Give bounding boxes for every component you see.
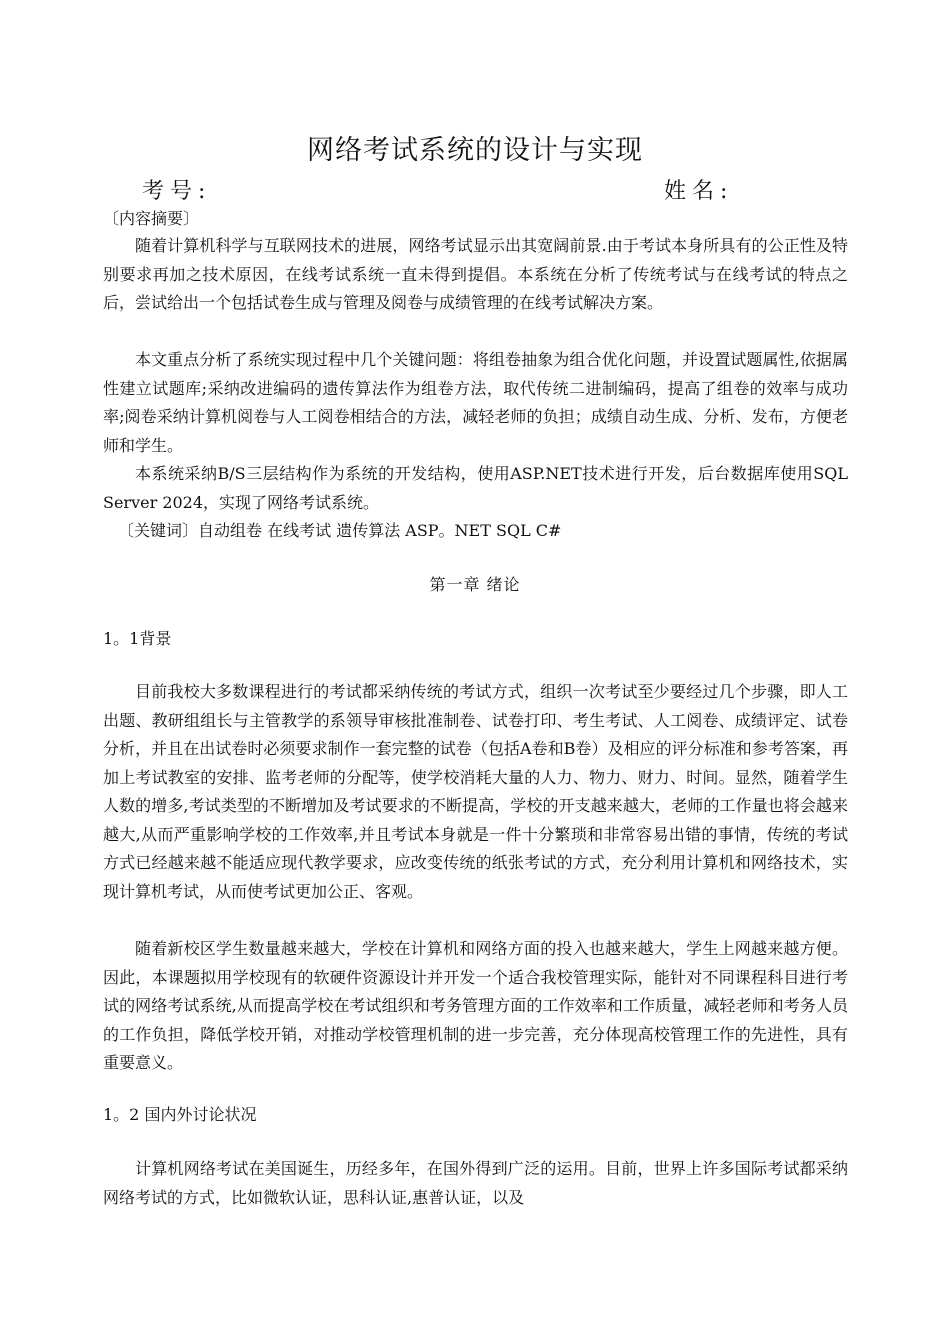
- exam-number-label: 考号:: [142, 179, 212, 204]
- abstract-paragraph-1: 随着计算机科学与互联网技术的进展，网络考试显示出其宽阔前景.由于考试本身所具有的公正性及特别要求再加之技术原因，在线考试系统一直未得到提倡。本系统在分析了传统考试与在线考试的特点之后，尝试给出一个包括试卷生成与管理及阅卷与成绩管理的在线考试解决方案。: [103, 236, 848, 312]
- keywords-label: 〔关键词〕: [118, 521, 199, 540]
- abstract-paragraph-2: 本文重点分析了系统实现过程中几个关键问题：将组卷抽象为组合优化问题，并设置试题属性,依据属性建立试题库;采纳改进编码的遗传算法作为组卷方法，取代传统二进制编码，提高了组卷的效率与成功率;阅卷采纳计算机阅卷与人工阅卷相结合的方法，减轻老师的负担；成绩自动生成、分析、发布，方便老师和学生。: [103, 350, 848, 455]
- body-paragraph-3: 计算机网络考试在美国诞生，历经多年，在国外得到广泛的运用。目前，世界上许多国际考试都采纳网络考试的方式，比如微软认证，思科认证,惠普认证，以及: [103, 1159, 848, 1207]
- chapter-title: 第一章 绪论: [429, 575, 521, 594]
- abstract-heading: 〔内容摘要〕: [103, 209, 200, 228]
- keywords-text: 自动组卷 在线考试 遗传算法 ASP。NET SQL C#: [198, 521, 562, 540]
- body-paragraph-2: 随着新校区学生数量越来越大，学校在计算机和网络方面的投入也越来越大，学生上网越来越方便。因此，本课题拟用学校现有的软硬件资源设计并开发一个适合我校管理实际，能针对不同课程科目进行考试的网络考试系统,从而提高学校在考试组织和考务管理方面的工作效率和工作质量，减轻老师和考务人员的工作负担，降低学校开销，对推动学校管理机制的进一步完善，充分体现高校管理工作的先进性，具有重要意义。: [103, 939, 848, 1072]
- abstract-paragraph-3: 本系统采纳B/S三层结构作为系统的开发结构，使用ASP.NET技术进行开发，后台数据库使用SQL Server 2024，实现了网络考试系统。: [103, 464, 848, 512]
- section-heading-background: 1。1背景: [103, 629, 172, 648]
- body-paragraph-1: 目前我校大多数课程进行的考试都采纳传统的考试方式，组织一次考试至少要经过几个步骤，即人工出题、教研组组长与主管教学的系领导审核批准制卷、试卷打印、考生考试、人工阅卷、成绩评定、试卷分析，并且在出试卷时必须要求制作一套完整的试卷（包括A卷和B卷）及相应的评分标准和参考答案，再加上考试教室的安排、监考老师的分配等，使学校消耗大量的人力、物力、财力、时间。显然，随着学生人数的增多,考试类型的不断增加及考试要求的不断提高，学校的开支越来越大，老师的工作量也将会越来越大,从而严重影响学校的工作效率,并且考试本身就是一件十分繁琐和非常容易出错的事情，传统的考试方式已经越来越不能适应现代教学要求，应改变传统的纸张考试的方式，充分利用计算机和网络技术，实现计算机考试，从而使考试更加公正、客观。: [103, 682, 848, 901]
- keywords-line: [118, 518, 561, 541]
- document-title: 网络考试系统的设计与实现: [307, 135, 643, 166]
- student-name-label: 姓名:: [664, 179, 734, 204]
- section-heading-research-status: 1。2 国内外讨论状况: [103, 1105, 257, 1124]
